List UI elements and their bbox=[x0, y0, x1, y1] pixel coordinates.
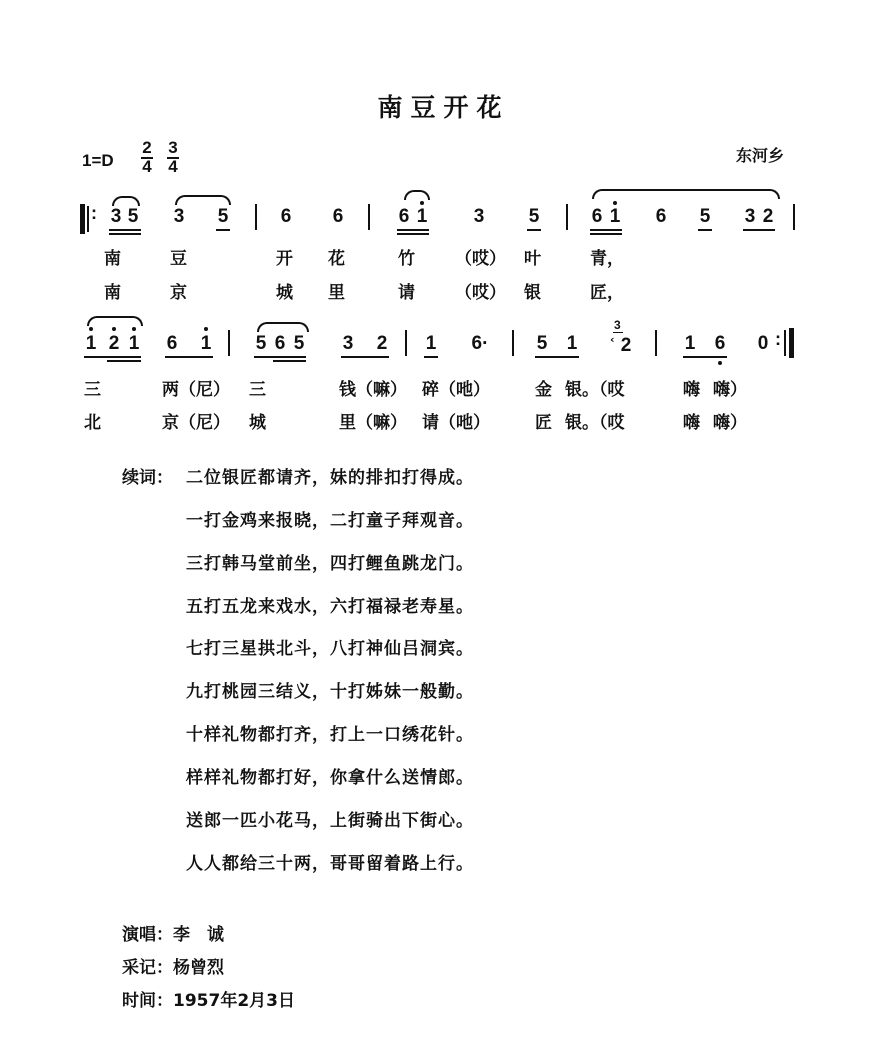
note: 3 bbox=[744, 206, 756, 227]
high-octave-dot bbox=[89, 327, 93, 331]
barline bbox=[228, 330, 230, 356]
note: 6 bbox=[398, 206, 410, 227]
lyric: 银。（哎 bbox=[565, 380, 625, 400]
rest: 0 bbox=[757, 333, 769, 354]
repeat-start-barline bbox=[80, 204, 85, 234]
verse-line: 五打五龙来戏水，六打福禄老寿星。 bbox=[186, 597, 474, 617]
recorder-label: 采记： bbox=[122, 958, 173, 978]
underline-eighth bbox=[698, 229, 712, 231]
underline-eighth bbox=[683, 356, 727, 358]
recorder-name: 杨曾烈 bbox=[173, 958, 224, 978]
barline bbox=[368, 204, 370, 230]
lyric: （哎） bbox=[455, 283, 506, 303]
repeat-end-thin-barline bbox=[784, 330, 786, 356]
barline bbox=[512, 330, 514, 356]
note: 1 bbox=[416, 206, 428, 227]
verse-line: 人人都给三十两，哥哥留着路上行。 bbox=[186, 854, 474, 874]
note: 1 bbox=[200, 333, 212, 354]
slur bbox=[112, 196, 140, 206]
lyric: 花 bbox=[328, 249, 345, 269]
lyric: 三 bbox=[84, 380, 101, 400]
note: 5 bbox=[217, 206, 229, 227]
lyric: 京 bbox=[170, 283, 187, 303]
underline-sixteenth bbox=[397, 233, 429, 235]
note: 3 bbox=[173, 206, 185, 227]
continuation-label: 续词： bbox=[122, 468, 173, 488]
underline-eighth bbox=[535, 356, 579, 358]
slur bbox=[257, 322, 309, 332]
lyric: 嗨 bbox=[683, 413, 700, 433]
lyric: 嗨） bbox=[713, 413, 747, 433]
note: 6 bbox=[166, 333, 178, 354]
lyric: 匠 bbox=[535, 413, 552, 433]
underline-sixteenth bbox=[273, 360, 306, 362]
verse-line: 三打韩马堂前坐，四打鲤鱼跳龙门。 bbox=[186, 554, 474, 574]
barline bbox=[793, 204, 795, 230]
verse-line: 七打三星拱北斗，八打神仙吕洞宾。 bbox=[186, 639, 474, 659]
recorder-credit bbox=[122, 953, 224, 978]
lyric: 北 bbox=[84, 413, 101, 433]
slur bbox=[592, 189, 780, 199]
note: 6 bbox=[274, 333, 286, 354]
date-credit bbox=[122, 986, 295, 1011]
lyric: 碎（吔） bbox=[422, 380, 490, 400]
repeat-start-thin-barline bbox=[87, 206, 89, 232]
lyric: 里（嘛） bbox=[339, 413, 407, 433]
verse-line: 十样礼物都打齐，打上一口绣花针。 bbox=[186, 725, 474, 745]
song-title: 南豆开花 bbox=[377, 93, 510, 122]
note: 5 bbox=[293, 333, 305, 354]
lyric: 叶 bbox=[524, 249, 541, 269]
note: 6 bbox=[591, 206, 603, 227]
lyric: 请 bbox=[398, 283, 415, 303]
underline-sixteenth bbox=[590, 233, 622, 235]
singer-label: 演唱： bbox=[122, 925, 173, 945]
high-octave-dot bbox=[204, 327, 208, 331]
high-octave-dot bbox=[613, 201, 617, 205]
note: 6 bbox=[280, 206, 292, 227]
note: 1 bbox=[566, 333, 578, 354]
high-octave-dot bbox=[132, 327, 136, 331]
lyric: 南 bbox=[104, 283, 121, 303]
note: 3 bbox=[473, 206, 485, 227]
barline bbox=[255, 204, 257, 230]
repeat-dots: : bbox=[91, 203, 97, 223]
underline-eighth bbox=[424, 356, 438, 358]
lyric: 城 bbox=[249, 413, 266, 433]
lyric: 豆 bbox=[170, 249, 187, 269]
lyric: 两（尼） bbox=[162, 380, 230, 400]
note: 3 bbox=[342, 333, 354, 354]
underline-eighth bbox=[590, 229, 622, 231]
lyric: 青， bbox=[590, 249, 624, 269]
lyric: 里 bbox=[328, 283, 345, 303]
lyric: 嗨 bbox=[683, 380, 700, 400]
note: 5 bbox=[528, 206, 540, 227]
verse-line: 二位银匠都请齐，妹的排扣打得成。 bbox=[186, 468, 474, 488]
key-signature: 1=D bbox=[82, 151, 114, 170]
underline-sixteenth bbox=[107, 360, 141, 362]
note: 5 bbox=[127, 206, 139, 227]
date-label: 时间： bbox=[122, 991, 173, 1011]
underline-eighth bbox=[397, 229, 429, 231]
note: 2 bbox=[108, 333, 120, 354]
lyric: 银 bbox=[524, 283, 541, 303]
repeat-dots: : bbox=[775, 329, 781, 349]
date-value: 1957年2月3日 bbox=[173, 991, 295, 1011]
underline-eighth bbox=[254, 356, 306, 358]
note: 5 bbox=[255, 333, 267, 354]
lyric: 银。（哎 bbox=[565, 413, 625, 433]
underline-sixteenth bbox=[109, 233, 141, 235]
region-label: 东河乡 bbox=[736, 146, 785, 165]
grace-slur-mark: ‹ bbox=[610, 333, 615, 346]
note: 2 bbox=[376, 333, 388, 354]
lyric: 南 bbox=[104, 249, 121, 269]
verse-line: 送郎一匹小花马，上街骑出下街心。 bbox=[186, 811, 474, 831]
note: 1 bbox=[609, 206, 621, 227]
repeat-end-barline bbox=[789, 328, 794, 358]
high-octave-dot bbox=[112, 327, 116, 331]
high-octave-dot bbox=[420, 201, 424, 205]
underline-eighth bbox=[341, 356, 389, 358]
low-octave-dot bbox=[718, 361, 722, 365]
lyric: 钱（嘛） bbox=[339, 380, 407, 400]
barline bbox=[405, 330, 407, 356]
time-signature-3-4: $\frac{3}{4}$ bbox=[168, 138, 178, 176]
note: 1 bbox=[684, 333, 696, 354]
lyric: 竹 bbox=[398, 249, 415, 269]
underline-eighth bbox=[109, 229, 141, 231]
note: 2 bbox=[762, 206, 774, 227]
note: 1 bbox=[85, 333, 97, 354]
time-signature-2-4: $\frac{2}{4}$ bbox=[142, 138, 152, 176]
note: 1 bbox=[425, 333, 437, 354]
barline bbox=[566, 204, 568, 230]
underline-eighth bbox=[527, 229, 541, 231]
barline bbox=[655, 330, 657, 356]
lyric: （哎） bbox=[455, 249, 506, 269]
note: 5 bbox=[536, 333, 548, 354]
note: 5 bbox=[699, 206, 711, 227]
singer-name: 李 诚 bbox=[173, 925, 224, 945]
verse-line: 一打金鸡来报晓，二打童子拜观音。 bbox=[186, 511, 474, 531]
verse-line: 样样礼物都打好，你拿什么送情郎。 bbox=[186, 768, 474, 788]
lyric: 三 bbox=[249, 380, 266, 400]
dotted-note: 6· bbox=[471, 333, 489, 354]
underline-eighth bbox=[743, 229, 775, 231]
lyric: 金 bbox=[535, 380, 552, 400]
lyric: 嗨） bbox=[713, 380, 747, 400]
underline-eighth bbox=[216, 229, 230, 231]
grace-note: 3 bbox=[614, 318, 621, 332]
slur bbox=[175, 195, 231, 205]
lyric: 开 bbox=[276, 249, 293, 269]
underline-eighth bbox=[165, 356, 213, 358]
note: 6 bbox=[655, 206, 667, 227]
verse-line: 九打桃园三结义，十打姊妹一般勤。 bbox=[186, 682, 474, 702]
note: 6 bbox=[714, 333, 726, 354]
slur bbox=[87, 316, 143, 326]
underline-eighth bbox=[84, 356, 141, 358]
note: 6 bbox=[332, 206, 344, 227]
note: 3 bbox=[110, 206, 122, 227]
lyric: 京（尼） bbox=[162, 413, 230, 433]
note: 1 bbox=[128, 333, 140, 354]
lyric: 匠， bbox=[590, 283, 624, 303]
lyric: 请（吔） bbox=[422, 413, 490, 433]
singer-credit bbox=[122, 920, 224, 945]
note: 2 bbox=[620, 335, 632, 356]
lyric: 城 bbox=[276, 283, 293, 303]
slur bbox=[404, 190, 430, 200]
